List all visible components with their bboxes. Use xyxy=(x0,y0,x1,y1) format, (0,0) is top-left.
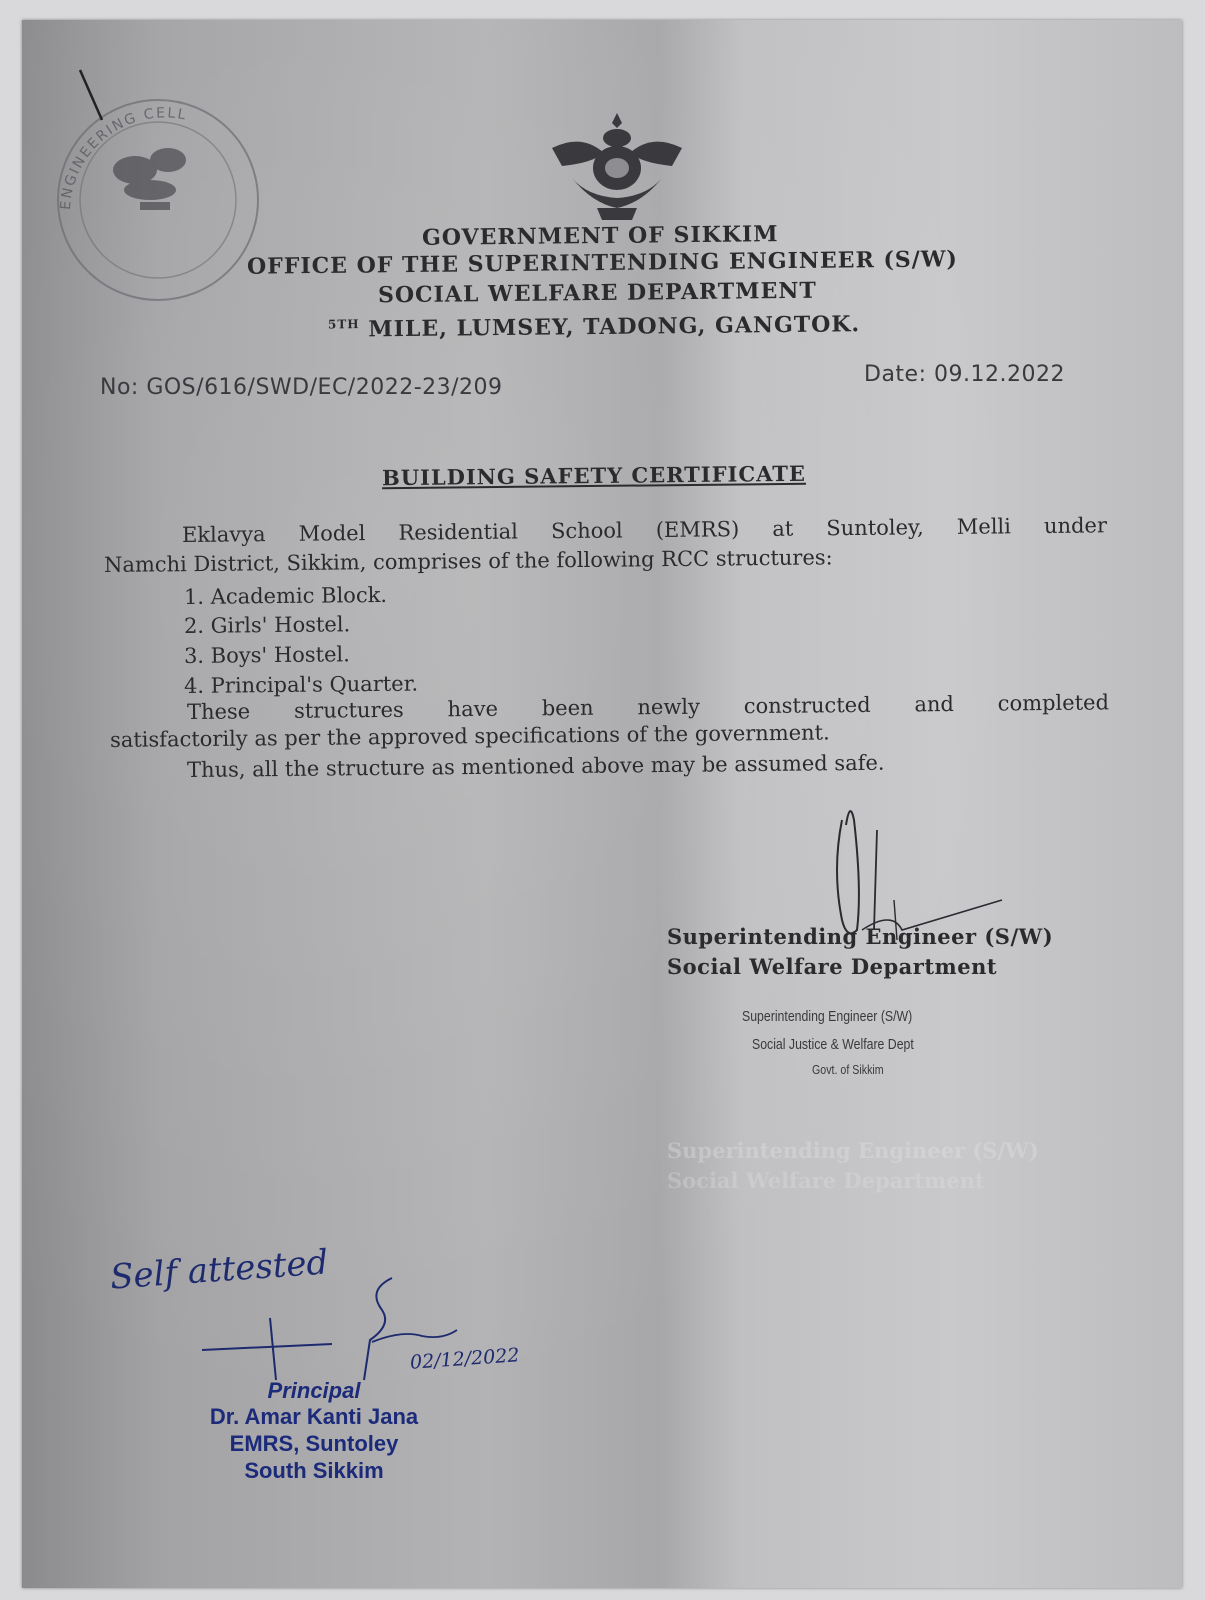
principal-role: Principal xyxy=(267,1378,361,1403)
reference-number: No: GOS/616/SWD/EC/2022-23/209 xyxy=(100,375,503,400)
principal-name: Dr. Amar Kanti Jana xyxy=(209,1404,419,1429)
certificate-title: BUILDING SAFETY CERTIFICATE xyxy=(381,460,807,491)
body-paragraph-2-line-2: satisfactorily as per the approved specifications of the government. xyxy=(109,720,830,752)
document-page xyxy=(22,20,1182,1588)
list-item: 3. Boys' Hostel. xyxy=(183,642,350,668)
department-seal-stamp xyxy=(40,60,270,310)
list-item: 1. Academic Block. xyxy=(183,582,388,609)
svg-text:ENGINEERING CELL: ENGINEERING CELL xyxy=(57,105,189,211)
signature-date-handwriting: 02/12/2022 xyxy=(409,1344,521,1374)
signatory-department: Social Welfare Department xyxy=(667,954,998,979)
list-item: 2. Girls' Hostel. xyxy=(183,612,351,638)
header-address-ordinal: 5TH xyxy=(327,317,360,332)
header-address xyxy=(328,311,860,343)
signatory-designation: Superintending Engineer (S/W) xyxy=(667,924,1054,949)
principal-place: South Sikkim xyxy=(244,1458,384,1483)
designation-stamp-line: Superintending Engineer (S/W) xyxy=(742,1008,913,1025)
body-paragraph-1-line-1: Eklavya Model Residential School (EMRS) at Suntoley, Melli under xyxy=(181,513,1108,547)
sikkim-state-emblem-icon xyxy=(542,108,692,223)
header-address-text: MILE, LUMSEY, TADONG, GANGTOK. xyxy=(359,311,861,343)
show-through-designation: Superintending Engineer (S/W) xyxy=(667,1138,1039,1163)
designation-stamp-line: Govt. of Sikkim xyxy=(812,1062,884,1077)
body-paragraph-2-line-1: These structures have been newly constructed and completed xyxy=(186,690,1110,724)
body-paragraph-1-line-2: Namchi District, Sikkim, comprises of the following RCC structures: xyxy=(103,545,833,577)
header-department: SOCIAL WELFARE DEPARTMENT xyxy=(377,277,817,309)
principal-school: EMRS, Suntoley xyxy=(229,1431,399,1456)
issue-date: Date: 09.12.2022 xyxy=(864,362,1065,387)
header-government: GOVERNMENT OF SIKKIM xyxy=(421,221,779,251)
header-office: OFFICE OF THE SUPERINTENDING ENGINEER (S/W) xyxy=(246,246,959,280)
designation-stamp-line: Social Justice & Welfare Dept xyxy=(752,1036,914,1053)
body-paragraph-3: Thus, all the structure as mentioned above may be assumed safe. xyxy=(186,750,885,782)
show-through-department: Social Welfare Department xyxy=(667,1168,985,1193)
list-item: 4. Principal's Quarter. xyxy=(183,671,419,698)
self-attested-handwriting: Self attested xyxy=(108,1242,330,1298)
